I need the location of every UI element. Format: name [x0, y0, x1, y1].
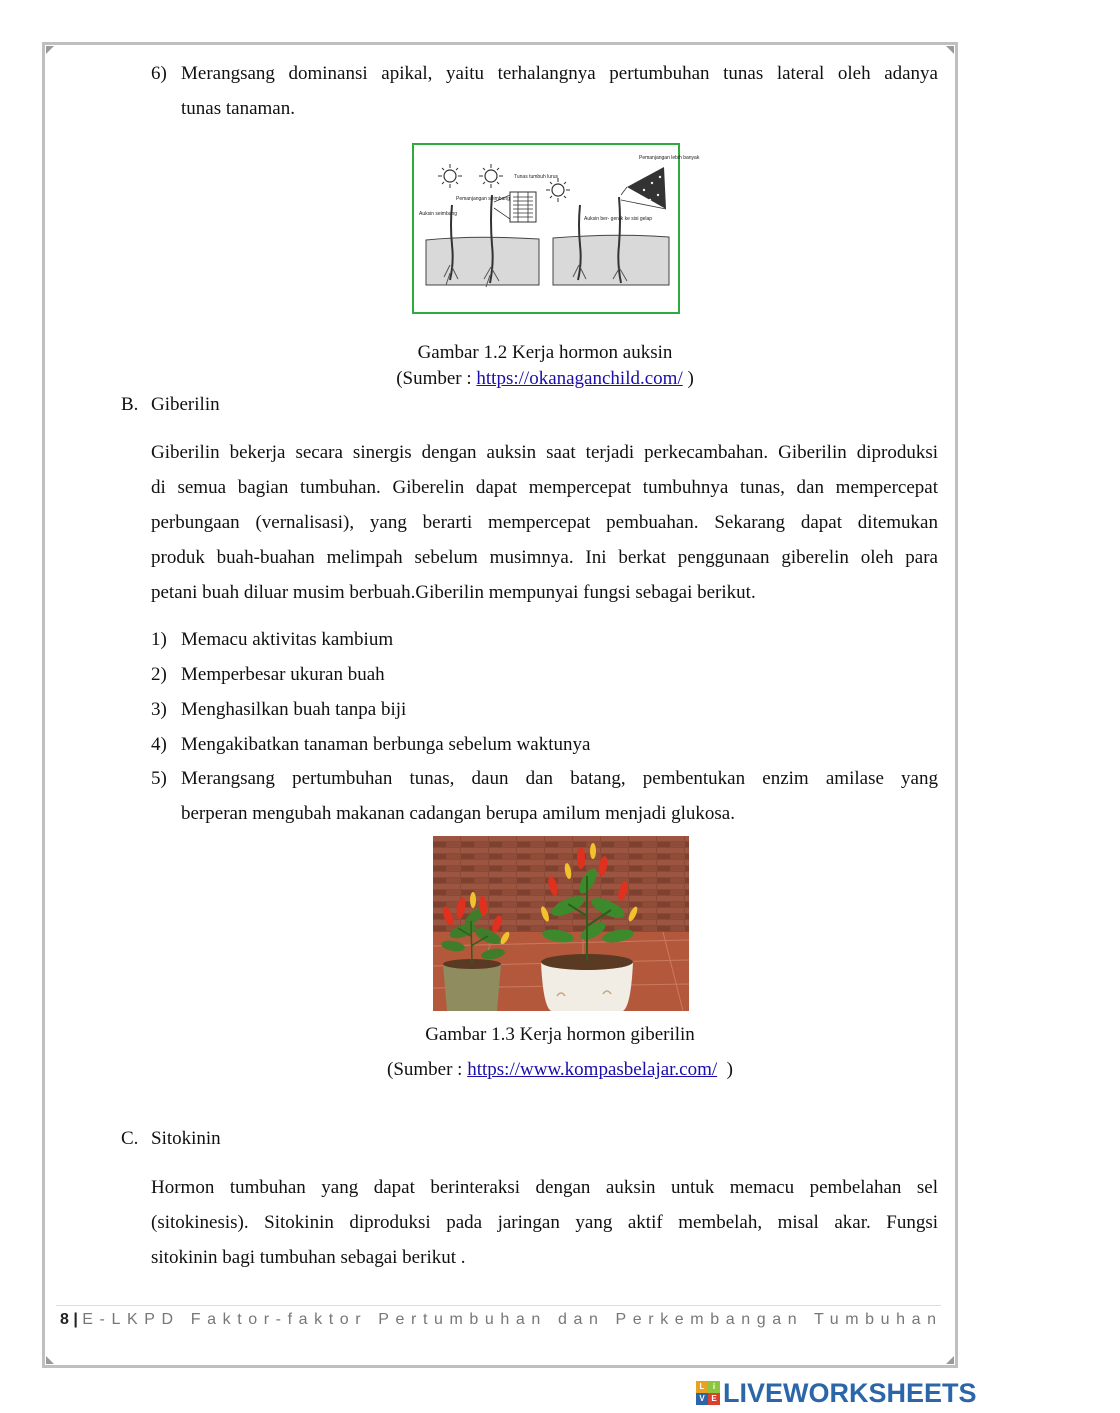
list-number: 2) [151, 664, 167, 685]
logo-letter: E [708, 1393, 720, 1405]
list-text: Memacu aktivitas kambium [181, 629, 394, 650]
list-number: 3) [151, 699, 167, 720]
figure-1-3-source [0, 1057, 1120, 1083]
paragraph-line: perbungaan (vernalisasi), yang berarti mempercepat pembuahan. Sekarang dapat ditemukan [151, 512, 938, 533]
paragraph-line: Giberilin bekerja secara sinergis dengan auksin saat terjadi perkecambahan. Giberilin diproduksi [151, 442, 938, 463]
section-letter: C. [121, 1128, 139, 1149]
list-item-4 [151, 727, 939, 762]
frame-corner-top-right [946, 46, 954, 54]
list-item-6 [151, 56, 939, 126]
auksin-diagram [414, 145, 700, 312]
paragraph-line: di semua bagian tumbuhan. Giberelin dapat mempercepat tumbuhnya tunas, dan mempercepat [151, 477, 938, 498]
paragraph-line: Hormon tumbuhan yang dapat berinteraksi dengan auksin untuk memacu pembelahan sel [151, 1177, 938, 1198]
label-pemanjangan-lebih-banyak: Pemanjangan lebih banyak [639, 155, 700, 161]
auksin-figure [412, 143, 700, 314]
frame-corner-top-left [46, 46, 54, 54]
figure-1-3-caption: Gambar 1.3 Kerja hormon giberilin [425, 1024, 695, 1045]
figure-1-2-caption: Gambar 1.2 Kerja hormon auksin [417, 342, 673, 363]
paragraph-line: petani buah diluar musim berbuah.Giberilin mempunyai fungsi sebagai berikut. [151, 582, 756, 603]
source-prefix: (Sumber : [387, 1059, 468, 1080]
giberilin-photo [433, 836, 689, 1011]
liveworksheets-watermark [696, 1378, 977, 1408]
section-title: Sitokinin [151, 1128, 221, 1149]
logo-letter: L [696, 1381, 708, 1393]
list-text-line-1: Merangsang dominansi apikal, yaitu terhalangnya pertumbuhan tunas lateral oleh adanya [181, 63, 938, 84]
frame-corner-bottom-right [946, 1356, 954, 1364]
liveworksheets-wordmark: LIVEWORKSHEETS [723, 1377, 977, 1408]
list-text: Memperbesar ukuran buah [181, 664, 385, 685]
page-number: 8 | [60, 1311, 78, 1328]
paragraph-line: (sitokinesis). Sitokinin diproduksi pada jaringan yang aktif membelah, misal akar. Fungsi [151, 1212, 938, 1233]
label-auksin-seimbang: Auksin seimbang [419, 211, 458, 217]
source-link-okanaganchild[interactable]: https://okanaganchild.com/ [476, 368, 683, 389]
frame-corner-bottom-left [46, 1356, 54, 1364]
source-suffix: ) [682, 368, 694, 389]
section-title: Giberilin [151, 394, 220, 415]
chili-plants-image [433, 836, 689, 1011]
figure-1-2-source [0, 366, 1090, 392]
label-tunas-tumbuh-lurus: Tunas tumbuh lurus [514, 174, 559, 180]
source-prefix: (Sumber : [396, 368, 477, 389]
list-item-2 [151, 657, 939, 692]
source-suffix: ) [717, 1059, 733, 1080]
source-link-kompasbelajar[interactable]: https://www.kompasbelajar.com/ [467, 1059, 718, 1080]
paragraph-line: produk buah-buahan melimpah sebelum musimnya. Ini berkat penggunaan giberelin oleh para [151, 547, 938, 568]
list-number: 6) [151, 63, 167, 84]
section-letter: B. [121, 394, 139, 415]
list-item-3 [151, 692, 939, 727]
list-text: Menghasilkan buah tanpa biji [181, 699, 407, 720]
paragraph-line: sitokinin bagi tumbuhan sebagai berikut . [151, 1247, 466, 1268]
label-pemanjangan-seimbang: Pemanjangan seimbang [456, 196, 510, 202]
label-auksin-bergerak: Auksin ber- gerak ke sisi gelap [584, 216, 653, 222]
logo-letter: i [708, 1381, 720, 1393]
footer-rule [56, 1305, 941, 1306]
list-text-line-1: Merangsang pertumbuhan tunas, daun dan batang, pembentukan enzim amilase yang [181, 768, 938, 789]
section-b-paragraph [151, 435, 938, 610]
list-item-5 [151, 761, 939, 831]
logo-letter: V [696, 1393, 708, 1405]
list-number: 5) [151, 768, 167, 789]
liveworksheets-logo-icon [696, 1381, 720, 1405]
footer-title: E-LKPD Faktor-faktor Pertumbuhan dan Perkembangan Tumbuhan [82, 1311, 943, 1328]
list-number: 1) [151, 629, 167, 650]
page-footer [60, 1309, 943, 1331]
list-text-line-2: berperan mengubah makanan cadangan berupa amilum menjadi glukosa. [181, 803, 735, 824]
list-text-line-2: tunas tanaman. [181, 98, 295, 119]
list-number: 4) [151, 734, 167, 755]
list-text: Mengakibatkan tanaman berbunga sebelum waktunya [181, 734, 591, 755]
section-c-paragraph [151, 1170, 938, 1275]
list-item-1 [151, 622, 939, 657]
